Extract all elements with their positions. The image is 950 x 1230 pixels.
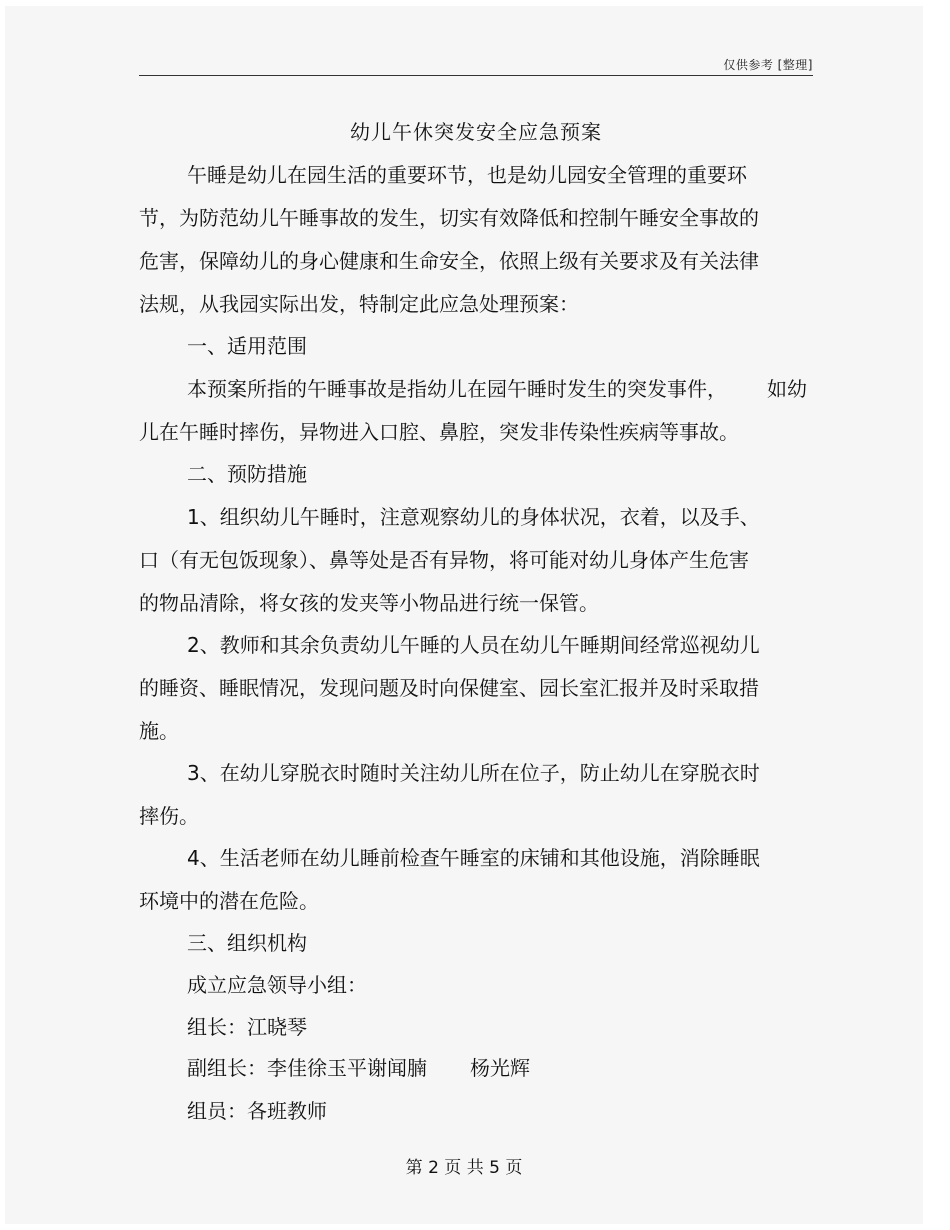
paragraph-line: 环境中的潜在危险。 xyxy=(139,889,319,913)
paragraph-line: 4、生活老师在幼儿睡前检查午睡室的床铺和其他设施，消除睡眠 xyxy=(187,846,760,870)
section-heading: 一、适用范围 xyxy=(187,334,307,358)
header-note: 仅供参考 [整理] xyxy=(723,58,813,72)
paragraph-line: 副组长：李佳徐玉平谢闻腩 xyxy=(187,1056,427,1080)
paragraph-line: 组员：各班教师 xyxy=(187,1099,327,1123)
paragraph-line: 法规，从我园实际出发，特制定此应急处理预案： xyxy=(139,292,579,316)
paragraph-line: 的物品清除，将女孩的发夹等小物品进行统一保管。 xyxy=(139,591,599,615)
paragraph-line: 摔伤。 xyxy=(139,804,199,828)
paragraph-line: 口（有无包饭现象）、鼻等处是否有异物，将可能对幼儿身体产生危害 xyxy=(139,548,749,572)
document-title: 幼儿午休突发安全应急预案 xyxy=(350,120,602,144)
paragraph-line: 午睡是幼儿在园生活的重要环节，也是幼儿园安全管理的重要环 xyxy=(187,163,747,187)
paragraph-line: 的睡资、睡眠情况，发现问题及时向保健室、园长室汇报并及时采取措 xyxy=(139,676,759,700)
paragraph-line: 1、组织幼儿午睡时，注意观察幼儿的身体状况，衣着，以及手、 xyxy=(187,505,760,529)
paragraph-line: 2、教师和其余负责幼儿午睡的人员在幼儿午睡期间经常巡视幼儿 xyxy=(187,633,760,657)
header-rule xyxy=(139,75,813,76)
paragraph-line: 危害，保障幼儿的身心健康和生命安全，依照上级有关要求及有关法律 xyxy=(139,249,759,273)
paragraph-line: 施。 xyxy=(139,719,179,743)
section-heading: 二、预防措施 xyxy=(187,462,307,486)
section-heading: 三、组织机构 xyxy=(187,931,307,955)
paragraph-line: 3、在幼儿穿脱衣时随时关注幼儿所在位子，防止幼儿在穿脱衣时 xyxy=(187,761,760,785)
paragraph-line-fragment: 杨光辉 xyxy=(470,1056,530,1080)
paragraph-line: 成立应急领导小组： xyxy=(187,973,367,997)
paragraph-line-fragment: 如幼 xyxy=(767,377,807,401)
paragraph-line: 节，为防范幼儿午睡事故的发生，切实有效降低和控制午睡安全事故的 xyxy=(139,206,759,230)
document-page xyxy=(5,6,923,1224)
paragraph-line: 儿在午睡时摔伤，异物进入口腔、鼻腔，突发非传染性疾病等事故。 xyxy=(139,420,739,444)
paragraph-line: 本预案所指的午睡事故是指幼儿在园午睡时发生的突发事件， xyxy=(187,377,727,401)
page-number-footer: 第 2 页 共 5 页 xyxy=(405,1158,523,1178)
paragraph-line: 组长：江晓琴 xyxy=(187,1015,307,1039)
